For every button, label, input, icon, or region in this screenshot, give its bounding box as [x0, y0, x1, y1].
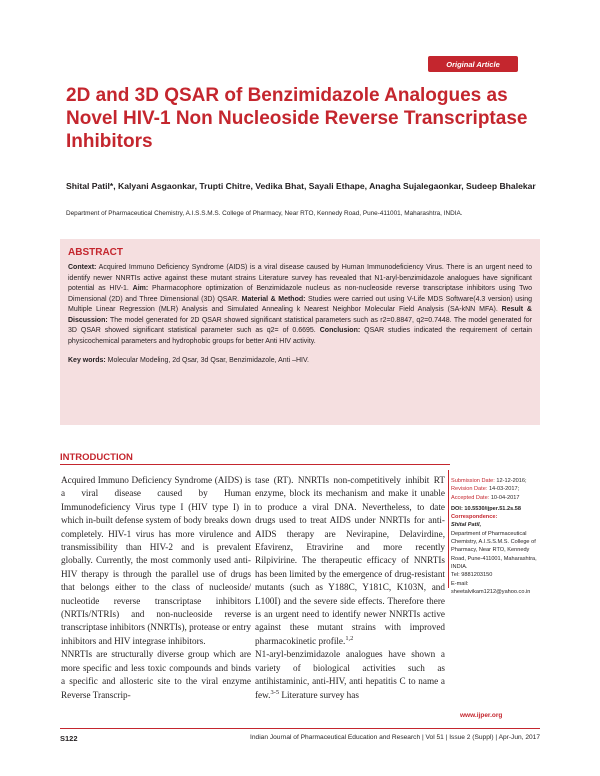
- results-label: Result & Discussion:: [68, 306, 532, 324]
- article-type-badge: Original Article: [428, 56, 518, 72]
- journal-citation: Indian Journal of Pharmaceutical Education and Research | Vol 51 | Issue 2 (Suppl) | Apr-Jun, 2017: [250, 734, 540, 741]
- keywords-label: Key words:: [68, 357, 106, 364]
- paragraph-text: tase (RT). NNRTIs non-competitively inhibit RT enzyme, block its mechanism and make it unable to produce a viral DNA. Nevertheless, to date drugs used to treat AIDS under NNRTIs for anti-AIDS therapy are Nevirapine, Delavirdine, Efavirenz, Etravirine and more recently Rilpivirine. The therapeutic efficacy of NNRTIs has been limited by the emergence of drug-resistant mutants (such as Y188C, Y181C, K103N, and L100I) and the severe side effects. Therefore there is an urgent need to identify newer NNRTIs active against these mutant strains with improved pharmacokinetic profile.: [255, 475, 445, 646]
- doi-link[interactable]: DOI: 10.5530/ijper.51.2s.58: [451, 505, 521, 512]
- aim-text: Pharmacophore optimization of Benzimidazole nucleus as non-nucleoside reverse transcriptase inhibitors using Two Dimensional (2D) and Three Dimensional (3D) QSAR.: [68, 285, 532, 303]
- accepted-value: 10-04-2017: [490, 494, 520, 501]
- correspondence-name: Shital Patil,: [451, 522, 482, 529]
- introduction-heading: INTRODUCTION: [60, 452, 133, 463]
- revision-date: [451, 485, 543, 493]
- paper-title: 2D and 3D QSAR of Benzimidazole Analogues as Novel HIV-1 Non Nucleoside Reverse Transcriptase Inhibitors: [66, 85, 528, 152]
- submission-value: 12-12-2016;: [496, 478, 527, 484]
- section-divider: [60, 464, 450, 465]
- method-label: Material & Method:: [241, 295, 306, 303]
- intro-paragraph: [255, 474, 445, 648]
- context-text: Acquired Immuno Deficiency Syndrome (AIDS) is a viral disease caused by Human Immunodeficiency Virus. There is an urgent need to identify newer NNRTIs active against these mutant strains Literature survey has revealed that N1-aryl-benzimidazole analogues have significant potential as HIV-1.: [68, 264, 532, 292]
- conclusion-label: Conclusion:: [319, 327, 361, 334]
- correspondence-label: Correspondence:: [451, 514, 498, 521]
- results-text: The model generated for 2D QSAR showed significant statistical parameters such as r2=0.8847, q2=0.7448. The model generated for 3D QSAR showed significant statistical parameter such as q2= of 0.6695.: [68, 316, 532, 334]
- sidebar-divider: [448, 470, 449, 588]
- conclusion-text: QSAR studies indicated the requirement of certain physicochemical parameters and hydrophobic groups for better Anti HIV activity.: [68, 327, 532, 345]
- email[interactable]: E-mail: sheetalvikam1212@yahoo.co.in: [451, 580, 531, 595]
- citation-ref[interactable]: 3-5: [270, 688, 280, 696]
- paragraph-text: Literature survey has: [279, 689, 359, 700]
- article-info-sidebar: [451, 477, 543, 596]
- abstract-text: [68, 263, 532, 347]
- submission-date: [451, 477, 543, 485]
- abstract-heading: ABSTRACT: [68, 247, 123, 258]
- revision-label: Revision Date:: [451, 486, 489, 493]
- accepted-date: [451, 494, 543, 502]
- affiliation: Department of Pharmaceutical Chemistry, A.I.S.S.M.S. College of Pharmacy, Near RTO, Kennedy Road, Pune-411001, Maharashtra, INDIA.: [66, 210, 463, 217]
- telephone: Tel: 9881203150: [451, 572, 493, 579]
- intro-paragraph: Acquired Immuno Deficiency Syndrome (AIDS) is a viral disease caused by Human Immunodeficiency Virus type I (HIV type I) in which in-built defense system of body breaks down completely. HIV-1 virus has more virulence and transmissibility than HIV-2 and is prevalent globally. Currently, the most commonly used anti-HIV therapy is through the parallel use of drugs that belongs either to the class of nucleoside/ nucleotide reverse transcriptase inhibitors (NRTIs/NTRIs) and non-nucleoside reverse transcriptase inhibitors (NNRTIs), protease or entry inhibitors and HIV integrase inhibitors.: [61, 475, 251, 646]
- keywords: [68, 356, 532, 366]
- abstract-box: [60, 239, 540, 425]
- page-number: S122: [60, 734, 78, 743]
- citation-ref[interactable]: 1,2: [345, 634, 354, 642]
- keywords-text: Molecular Modeling, 2d Qsar, 3d Qsar, Benzimidazole, Anti –HIV.: [105, 357, 309, 364]
- body-column-left: [61, 474, 251, 702]
- aim-label: Aim:: [132, 285, 149, 292]
- method-text: Studies were carried out using V-Life MDS Software(4.3 version) using Multiple Linear Regression (MLR) Analysis and Simulated Annealing k Nearest Neighbor Molecular Field Analysis (SA-kNN MFA).: [68, 295, 533, 313]
- author-list: Shital Patil*, Kalyani Asgaonkar, Trupti Chitre, Vedika Bhat, Sayali Ethape, Anagha Sujalegaonkar, Sudeep Bhalekar: [66, 181, 536, 191]
- correspondence-address: Department of Pharmaceutical Chemistry, A.I.S.S.M.S. College of Pharmacy, Near RTO, Kennedy Road, Pune-411001, Maharashtra, INDIA.: [451, 530, 537, 570]
- submission-label: Submission Date:: [451, 478, 497, 484]
- journal-website-link[interactable]: www.ijper.org: [460, 712, 503, 719]
- accepted-label: Accepted Date:: [451, 494, 491, 501]
- context-label: Context:: [68, 264, 97, 271]
- revision-value: 14-03-2017;: [488, 486, 520, 493]
- paragraph-text: N1-aryl-benzimidazole analogues have shown a variety of biological activities such as antihistaminic, anti-HIV, anti hepatitis C to name a few.: [255, 649, 445, 700]
- footer-divider: [60, 728, 540, 729]
- body-column-right: [255, 474, 445, 702]
- intro-paragraph: NNRTIs are structurally diverse group which are more specific and less toxic compounds and binds a specific and allosteric site to the viral enzyme Reverse Transcrip-: [61, 649, 251, 700]
- intro-paragraph: [255, 648, 445, 702]
